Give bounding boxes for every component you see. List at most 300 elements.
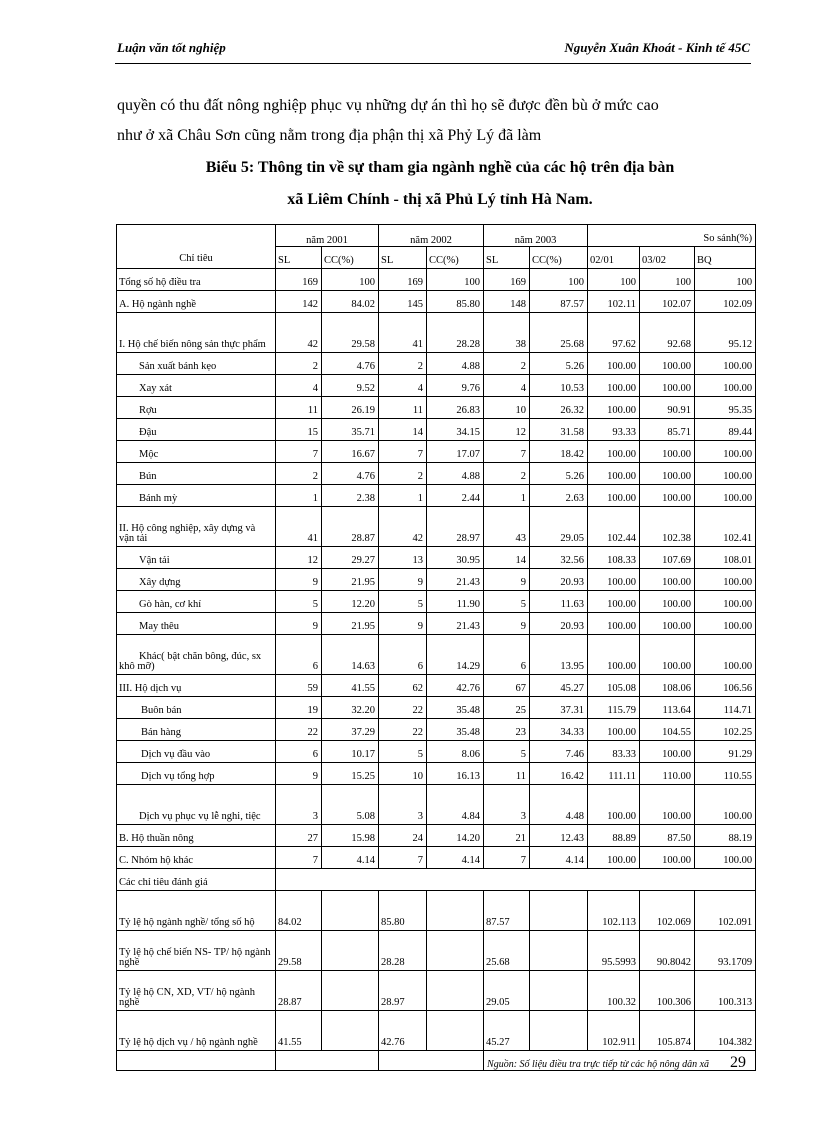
table-row	[117, 353, 756, 375]
row-label: B. Hộ thuần nông	[117, 825, 276, 847]
data-table	[116, 224, 756, 1071]
table-cell: 100.00	[695, 635, 756, 675]
criteria-label: Tỷ lệ hộ chế biến NS- TP/ hộ ngành nghề	[117, 931, 276, 971]
table-cell: 9	[379, 613, 427, 635]
table-cell: 102.25	[695, 719, 756, 741]
table-cell: 100.00	[695, 591, 756, 613]
row-label: III. Hộ dịch vụ	[117, 675, 276, 697]
table-cell: 106.56	[695, 675, 756, 697]
table-cell: 100.00	[695, 785, 756, 825]
table-cell: 100	[322, 269, 379, 291]
table-cell: 6	[276, 741, 322, 763]
table-cell: 37.29	[322, 719, 379, 741]
table-cell: 95.5993	[588, 931, 640, 971]
sub-header: BQ	[695, 247, 756, 269]
blank-cell	[530, 891, 588, 931]
table-cell: 10.17	[322, 741, 379, 763]
table-cell: 4.84	[427, 785, 484, 825]
table-cell: 9	[484, 613, 530, 635]
table-cell: 5	[276, 591, 322, 613]
table-cell: 2	[379, 463, 427, 485]
blank-cell	[379, 1051, 484, 1071]
blank-cell	[427, 891, 484, 931]
table-cell: 90.8042	[640, 931, 695, 971]
table-cell: 9	[276, 763, 322, 785]
table-row	[117, 441, 756, 463]
table-cell: 4.76	[322, 353, 379, 375]
table-cell: 102.113	[588, 891, 640, 931]
table-cell: 169	[276, 269, 322, 291]
table-cell: 16.13	[427, 763, 484, 785]
row-label: Mộc	[117, 441, 276, 463]
table-cell: 100.00	[695, 441, 756, 463]
row-label: Xay xát	[117, 375, 276, 397]
criteria-row	[117, 891, 756, 931]
table-row	[117, 375, 756, 397]
blank-cell	[322, 931, 379, 971]
table-cell: 100.00	[695, 375, 756, 397]
table-cell: 4.48	[530, 785, 588, 825]
table-cell: 12.20	[322, 591, 379, 613]
table-cell: 10.53	[530, 375, 588, 397]
table-cell: 35.71	[322, 419, 379, 441]
table-row	[117, 419, 756, 441]
table-row	[117, 547, 756, 569]
table-cell: 21.95	[322, 613, 379, 635]
table-cell: 37.31	[530, 697, 588, 719]
criteria-label: Tỷ lệ hộ CN, XD, VT/ hộ ngành nghề	[117, 971, 276, 1011]
table-cell: 102.09	[695, 291, 756, 313]
table-cell: 3	[484, 785, 530, 825]
table-row	[117, 291, 756, 313]
table-body	[117, 225, 756, 1071]
table-cell: 89.44	[695, 419, 756, 441]
table-cell: 2	[276, 353, 322, 375]
table-row	[117, 591, 756, 613]
table-cell: 104.382	[695, 1011, 756, 1051]
blank-cell	[427, 1011, 484, 1051]
blank-cell	[276, 869, 756, 891]
table-cell: 100.00	[695, 485, 756, 507]
blank-cell	[117, 1051, 276, 1071]
sub-header: 03/02	[640, 247, 695, 269]
table-cell: 100.32	[588, 971, 640, 1011]
table-cell: 100.00	[695, 569, 756, 591]
table-cell: 83.33	[588, 741, 640, 763]
table-cell: 28.87	[322, 507, 379, 547]
sub-header: SL	[379, 247, 427, 269]
row-label: Dịch vụ tổng hợp	[117, 763, 276, 785]
table-cell: 100.00	[640, 847, 695, 869]
table-cell: 9.52	[322, 375, 379, 397]
table-cell: 28.97	[379, 971, 427, 1011]
table-cell: 115.79	[588, 697, 640, 719]
table-cell: 100.00	[695, 463, 756, 485]
row-label: Khác( bật chăn bông, đúc, sx khô mỡ)	[117, 635, 276, 675]
table-cell: 84.02	[276, 891, 322, 931]
table-cell: 12	[276, 547, 322, 569]
table-cell: 102.11	[588, 291, 640, 313]
table-cell: 100.00	[588, 591, 640, 613]
table-cell: 100.00	[588, 613, 640, 635]
table-cell: 100.00	[588, 353, 640, 375]
table-cell: 2	[276, 463, 322, 485]
criteria-label: Tỷ lệ hộ ngành nghề/ tổng số hộ	[117, 891, 276, 931]
table-row	[117, 675, 756, 697]
table-cell: 6	[379, 635, 427, 675]
table-cell: 87.57	[530, 291, 588, 313]
table-row	[117, 313, 756, 353]
table-cell: 5	[484, 741, 530, 763]
table-cell: 100.00	[695, 613, 756, 635]
table-cell: 85.71	[640, 419, 695, 441]
table-cell: 100.00	[640, 353, 695, 375]
table-cell: 100.00	[588, 397, 640, 419]
header-right: Nguyễn Xuân Khoát - Kinh tế 45C	[564, 40, 750, 55]
blank-cell	[322, 891, 379, 931]
table-row	[117, 741, 756, 763]
table-cell: 15	[276, 419, 322, 441]
table-cell: 100.00	[640, 635, 695, 675]
row-label: Dịch vụ đầu vào	[117, 741, 276, 763]
row-label: Tổng số hộ điều tra	[117, 269, 276, 291]
table-cell: 28.28	[427, 313, 484, 353]
criteria-title-row	[117, 869, 756, 891]
row-label: Gò hàn, cơ khí	[117, 591, 276, 613]
paragraph-line-2: như ở xã Châu Sơn cũng nằm trong địa phận thị xã Phỷ Lý đã làm	[117, 127, 542, 144]
row-label: A. Hộ ngành nghề	[117, 291, 276, 313]
table-cell: 7	[379, 847, 427, 869]
table-row	[117, 463, 756, 485]
table-cell: 100.00	[588, 635, 640, 675]
table-cell: 29.58	[276, 931, 322, 971]
table-cell: 102.07	[640, 291, 695, 313]
table-cell: 34.15	[427, 419, 484, 441]
table-cell: 87.57	[484, 891, 530, 931]
table-cell: 148	[484, 291, 530, 313]
table-cell: 22	[379, 719, 427, 741]
table-cell: 6	[484, 635, 530, 675]
row-label: Bún	[117, 463, 276, 485]
paragraph-line-1: quyền có thu đất nông nghiệp phục vụ những dự án thì họ sẽ được đền bù ở mức cao	[117, 97, 659, 114]
table-cell: 18.42	[530, 441, 588, 463]
table-cell: 84.02	[322, 291, 379, 313]
table-row	[117, 507, 756, 547]
table-cell: 110.55	[695, 763, 756, 785]
table-cell: 100.00	[640, 441, 695, 463]
table-row	[117, 635, 756, 675]
row-label: I. Hộ chế biến nông sản thực phẩm	[117, 313, 276, 353]
table-cell: 108.06	[640, 675, 695, 697]
criteria-title: Các chỉ tiêu đánh giá	[117, 869, 276, 891]
table-cell: 100	[530, 269, 588, 291]
table-cell: 5	[379, 741, 427, 763]
table-cell: 100.00	[640, 741, 695, 763]
col-group-comparison: So sánh(%)	[588, 225, 756, 247]
table-row	[117, 719, 756, 741]
table-cell: 9	[276, 613, 322, 635]
table-cell: 88.89	[588, 825, 640, 847]
table-row	[117, 697, 756, 719]
table-cell: 10	[484, 397, 530, 419]
table-cell: 4.88	[427, 353, 484, 375]
table-cell: 100.00	[588, 463, 640, 485]
table-cell: 104.55	[640, 719, 695, 741]
table-cell: 100.00	[588, 719, 640, 741]
table-cell: 38	[484, 313, 530, 353]
table-cell: 22	[276, 719, 322, 741]
table-cell: 42.76	[427, 675, 484, 697]
table-cell: 20.93	[530, 569, 588, 591]
table-cell: 105.874	[640, 1011, 695, 1051]
col-group-2002: năm 2002	[379, 225, 484, 247]
table-cell: 4.88	[427, 463, 484, 485]
table-cell: 12.43	[530, 825, 588, 847]
sub-header: CC(%)	[427, 247, 484, 269]
table-cell: 24	[379, 825, 427, 847]
table-cell: 108.33	[588, 547, 640, 569]
table-cell: 100.00	[640, 613, 695, 635]
table-cell: 13.95	[530, 635, 588, 675]
table-cell: 4.14	[427, 847, 484, 869]
table-cell: 87.50	[640, 825, 695, 847]
table-cell: 169	[484, 269, 530, 291]
table-cell: 2.44	[427, 485, 484, 507]
table-cell: 28.97	[427, 507, 484, 547]
page-number: 29	[730, 1054, 746, 1071]
table-cell: 102.44	[588, 507, 640, 547]
table-cell: 11.63	[530, 591, 588, 613]
table-cell: 100.00	[588, 375, 640, 397]
row-label: Xây dựng	[117, 569, 276, 591]
table-cell: 93.33	[588, 419, 640, 441]
table-cell: 102.069	[640, 891, 695, 931]
table-cell: 4.14	[530, 847, 588, 869]
table-cell: 11	[276, 397, 322, 419]
table-cell: 7	[484, 441, 530, 463]
table-cell: 100.00	[640, 375, 695, 397]
col-header-label: Chỉ tiêu	[117, 225, 276, 269]
table-cell: 31.58	[530, 419, 588, 441]
table-cell: 15.98	[322, 825, 379, 847]
table-cell: 100.00	[588, 441, 640, 463]
table-caption-line-1: Biểu 5: Thông tin về sự tham gia ngành nghề của các hộ trên địa bàn	[205, 159, 675, 176]
row-label: Bán hàng	[117, 719, 276, 741]
row-label: Buôn bán	[117, 697, 276, 719]
table-cell: 32.56	[530, 547, 588, 569]
table-row	[117, 269, 756, 291]
table-cell: 21	[484, 825, 530, 847]
source-note: Nguồn: Số liệu điều tra trực tiếp từ các hộ nông dân xã	[484, 1051, 756, 1071]
row-label: II. Hộ công nghiệp, xây dựng và vận tải	[117, 507, 276, 547]
table-cell: 8.06	[427, 741, 484, 763]
table-cell: 100	[588, 269, 640, 291]
table-cell: 6	[276, 635, 322, 675]
table-cell: 3	[379, 785, 427, 825]
table-cell: 100.00	[640, 591, 695, 613]
table-cell: 29.05	[484, 971, 530, 1011]
blank-cell	[530, 1011, 588, 1051]
table-cell: 42	[379, 507, 427, 547]
table-cell: 4.14	[322, 847, 379, 869]
table-cell: 41	[379, 313, 427, 353]
table-cell: 95.35	[695, 397, 756, 419]
table-cell: 7	[276, 441, 322, 463]
table-cell: 7.46	[530, 741, 588, 763]
table-cell: 100.00	[640, 485, 695, 507]
criteria-row	[117, 931, 756, 971]
table-cell: 26.32	[530, 397, 588, 419]
table-cell: 22	[379, 697, 427, 719]
table-cell: 110.00	[640, 763, 695, 785]
table-cell: 67	[484, 675, 530, 697]
table-cell: 45.27	[530, 675, 588, 697]
table-row	[117, 613, 756, 635]
table-cell: 42	[276, 313, 322, 353]
table-cell: 113.64	[640, 697, 695, 719]
table-cell: 29.58	[322, 313, 379, 353]
table-cell: 11	[379, 397, 427, 419]
table-cell: 92.68	[640, 313, 695, 353]
table-cell: 11	[484, 763, 530, 785]
table-cell: 35.48	[427, 697, 484, 719]
table-cell: 145	[379, 291, 427, 313]
table-cell: 102.38	[640, 507, 695, 547]
source-row	[117, 1051, 756, 1071]
table-cell: 97.62	[588, 313, 640, 353]
table-cell: 5	[484, 591, 530, 613]
table-cell: 34.33	[530, 719, 588, 741]
table-cell: 1	[379, 485, 427, 507]
table-cell: 20.93	[530, 613, 588, 635]
table-cell: 25	[484, 697, 530, 719]
table-header-row-1	[117, 225, 756, 247]
table-cell: 2.38	[322, 485, 379, 507]
table-cell: 9.76	[427, 375, 484, 397]
table-cell: 28.28	[379, 931, 427, 971]
table-row	[117, 569, 756, 591]
criteria-row	[117, 1011, 756, 1051]
table-cell: 100.00	[588, 485, 640, 507]
table-cell: 10	[379, 763, 427, 785]
table-cell: 100.00	[588, 785, 640, 825]
table-cell: 93.1709	[695, 931, 756, 971]
table-cell: 13	[379, 547, 427, 569]
blank-cell	[322, 1011, 379, 1051]
table-cell: 2	[379, 353, 427, 375]
table-cell: 4	[484, 375, 530, 397]
table-cell: 14	[379, 419, 427, 441]
table-cell: 41	[276, 507, 322, 547]
table-cell: 42.76	[379, 1011, 427, 1051]
table-cell: 59	[276, 675, 322, 697]
table-cell: 62	[379, 675, 427, 697]
table-cell: 102.911	[588, 1011, 640, 1051]
table-cell: 169	[379, 269, 427, 291]
row-label: May thêu	[117, 613, 276, 635]
table-cell: 26.83	[427, 397, 484, 419]
col-group-2001: năm 2001	[276, 225, 379, 247]
table-cell: 142	[276, 291, 322, 313]
table-cell: 95.12	[695, 313, 756, 353]
row-label: Dịch vụ phục vụ lễ nghi, tiệc	[117, 785, 276, 825]
table-cell: 14.20	[427, 825, 484, 847]
table-cell: 105.08	[588, 675, 640, 697]
table-cell: 7	[484, 847, 530, 869]
table-cell: 100	[640, 269, 695, 291]
table-row	[117, 485, 756, 507]
table-cell: 29.05	[530, 507, 588, 547]
table-cell: 9	[484, 569, 530, 591]
table-cell: 25.68	[530, 313, 588, 353]
table-cell: 21.95	[322, 569, 379, 591]
table-cell: 4.76	[322, 463, 379, 485]
table-cell: 2	[484, 353, 530, 375]
row-label: Đậu	[117, 419, 276, 441]
table-cell: 90.91	[640, 397, 695, 419]
header-rule	[115, 63, 751, 64]
table-cell: 2.63	[530, 485, 588, 507]
table-cell: 102.091	[695, 891, 756, 931]
table-row	[117, 825, 756, 847]
table-cell: 1	[276, 485, 322, 507]
table-cell: 14	[484, 547, 530, 569]
table-cell: 35.48	[427, 719, 484, 741]
table-cell: 100.00	[640, 569, 695, 591]
table-cell: 1	[484, 485, 530, 507]
blank-cell	[427, 971, 484, 1011]
blank-cell	[530, 971, 588, 1011]
header-left: Luận văn tốt nghiệp	[117, 40, 226, 55]
table-cell: 14.63	[322, 635, 379, 675]
table-caption-line-2: xã Liêm Chính - thị xã Phủ Lý tỉnh Hà Nam.	[287, 191, 593, 208]
table-cell: 91.29	[695, 741, 756, 763]
table-cell: 19	[276, 697, 322, 719]
table-cell: 7	[276, 847, 322, 869]
table-cell: 85.80	[427, 291, 484, 313]
table-row	[117, 763, 756, 785]
table-cell: 9	[276, 569, 322, 591]
table-cell: 5	[379, 591, 427, 613]
table-row	[117, 397, 756, 419]
blank-cell	[427, 931, 484, 971]
table-cell: 41.55	[276, 1011, 322, 1051]
table-cell: 12	[484, 419, 530, 441]
col-group-2003: năm 2003	[484, 225, 588, 247]
table-cell: 88.19	[695, 825, 756, 847]
table-cell: 45.27	[484, 1011, 530, 1051]
row-label: C. Nhóm hộ khác	[117, 847, 276, 869]
table-cell: 21.43	[427, 613, 484, 635]
table-row	[117, 847, 756, 869]
table-cell: 100.00	[588, 569, 640, 591]
blank-cell	[530, 931, 588, 971]
table-cell: 23	[484, 719, 530, 741]
table-cell: 100.00	[640, 463, 695, 485]
table-cell: 100.00	[588, 847, 640, 869]
table-cell: 26.19	[322, 397, 379, 419]
table-cell: 100.00	[695, 353, 756, 375]
criteria-label: Tỷ lệ hộ dịch vụ / hộ ngành nghề	[117, 1011, 276, 1051]
sub-header: SL	[484, 247, 530, 269]
table-cell: 100.306	[640, 971, 695, 1011]
row-label: Vận tải	[117, 547, 276, 569]
table-cell: 5.08	[322, 785, 379, 825]
row-label: Bánh mỳ	[117, 485, 276, 507]
table-cell: 15.25	[322, 763, 379, 785]
table-cell: 43	[484, 507, 530, 547]
table-cell: 41.55	[322, 675, 379, 697]
